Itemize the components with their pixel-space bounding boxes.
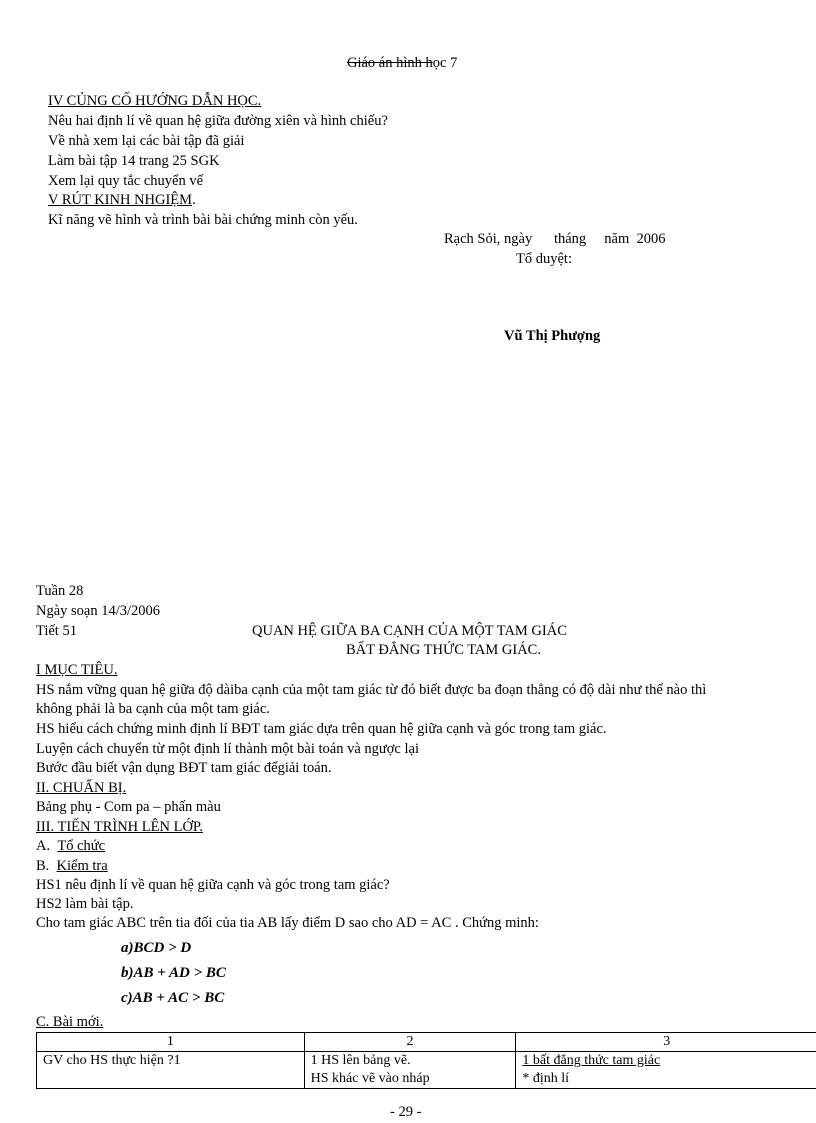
formula-a: a)BCD > D — [121, 940, 192, 956]
objective-line: HS nắm vững quan hệ giữa độ dàiba cạnh của một tam giác từ đó biết được ba đoạn thẳng có độ dài như thế nào thì — [36, 682, 707, 698]
objective-line: HS hiểu cách chứng minh định lí BĐT tam giác dựa trên quan hệ giữa cạnh và góc trong tam giác. — [36, 721, 607, 737]
preparation-title: II. CHUẨN BỊ. — [36, 780, 127, 796]
place-date: Rạch Sỏi, ngày tháng năm 2006 — [444, 231, 666, 247]
page-number: - 29 - — [390, 1104, 422, 1120]
preparation-line: Bảng phụ - Com pa – phấn màu — [36, 799, 221, 815]
step-b-prefix: B. — [36, 858, 50, 874]
section-v-heading — [48, 191, 196, 210]
page-header — [347, 54, 457, 73]
step-a — [36, 837, 105, 856]
procedure-line: Cho tam giác ABC trên tia đối của tia AB lấy điểm D sao cho AD = AC . Chứng minh: — [36, 915, 539, 931]
approver-name: Vũ Thị Phượng — [504, 328, 601, 344]
new-lesson-label: C. Bài mới. — [36, 1014, 104, 1030]
table-header-cell: 3 — [516, 1033, 816, 1052]
objectives-title: I MỤC TIÊU. — [36, 662, 118, 678]
section-v-title: V RÚT KINH NHGIỆM — [48, 192, 193, 208]
header-struck-text: Giáo án hình h — [347, 55, 433, 71]
section-iv-title: IV CỦNG CỐ HƯỚNG DẪN HỌC. — [48, 93, 262, 109]
week: Tuần 28 — [36, 583, 84, 599]
procedure-line: HS1 nêu định lí về quan hệ giữa cạnh và góc trong tam giác? — [36, 877, 390, 893]
procedure-title: III. TIẾN TRÌNH LÊN LỚP. — [36, 819, 203, 835]
section-v-title-suffix: . — [192, 192, 196, 208]
section-v-line: Kĩ năng vẽ hình và trình bài bài chứng minh còn yếu. — [48, 212, 358, 228]
prep-date: Ngày soạn 14/3/2006 — [36, 603, 161, 619]
table-row — [37, 1052, 816, 1089]
table-cell-line: 1 bất đẳng thức tam giác — [522, 1053, 661, 1068]
table-cell-line: 1 HS lên bảng vẽ. — [310, 1053, 411, 1068]
header-text: ọc 7 — [432, 55, 458, 71]
table-cell: GV cho HS thực hiện ?1 — [37, 1052, 305, 1089]
approver-label: Tổ duyệt: — [516, 251, 572, 267]
objective-line: không phải là ba cạnh của một tam giác. — [36, 701, 270, 717]
table-header-cell: 2 — [304, 1033, 516, 1052]
section-iv-line: Nêu hai định lí về quan hệ giữa đường xiên và hình chiếu? — [48, 113, 388, 129]
table-header-cell: 1 — [37, 1033, 305, 1052]
step-b-label: Kiểm tra — [56, 858, 108, 874]
table-cell — [304, 1052, 516, 1089]
formula-c: c)AB + AC > BC — [121, 990, 225, 1006]
table-cell-line: * định lí — [522, 1071, 570, 1086]
step-a-label: Tổ chức — [57, 838, 106, 854]
table-cell — [516, 1052, 816, 1089]
lesson-subtitle: BẤT ĐẲNG THỨC TAM GIÁC. — [346, 642, 541, 658]
lesson-title: QUAN HỆ GIỮA BA CẠNH CỦA MỘT TAM GIÁC — [252, 623, 567, 639]
formula-b: b)AB + AD > BC — [121, 965, 226, 981]
procedure-line: HS2 làm bài tập. — [36, 896, 134, 912]
step-b — [36, 857, 108, 876]
table-header-row — [37, 1033, 816, 1052]
section-iv-line: Về nhà xem lại các bài tập đã giải — [48, 133, 245, 149]
period: Tiết 51 — [36, 623, 77, 639]
objective-line: Luyện cách chuyển từ một định lí thành một bài toán và ngược lại — [36, 741, 419, 757]
section-iv-line: Xem lại quy tắc chuyển vế — [48, 173, 204, 189]
objective-line: Bước đầu biết vận dụng BĐT tam giác đểgiải toán. — [36, 760, 332, 776]
table-cell-line: HS khác vẽ vào nháp — [310, 1071, 430, 1086]
lesson-table — [36, 1032, 816, 1089]
section-iv-line: Làm bài tập 14 trang 25 SGK — [48, 153, 220, 169]
step-a-prefix: A. — [36, 838, 51, 854]
